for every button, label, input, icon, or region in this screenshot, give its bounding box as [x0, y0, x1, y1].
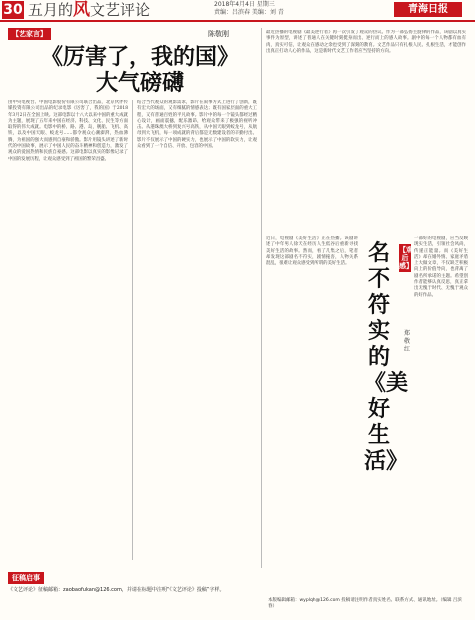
call-for-papers-text: 《文艺评论》征稿邮箱：zaobaofukan@126.com，并请在标题中注明“《文艺评论》投稿”字样。: [8, 587, 225, 593]
column-divider: [132, 100, 133, 560]
article1-tag: 【艺家言】: [8, 28, 51, 40]
article1-title: [20, 44, 260, 96]
editor-note: 本版编辑邮箱：wyplqh@126.com 投稿请注明作者真实姓名、联系方式、通讯地址。（编辑 吕滨春）: [268, 598, 462, 609]
section-emph: 风: [73, 0, 91, 20]
column-divider: [261, 28, 262, 568]
article2-author: 郑敬红: [404, 330, 411, 353]
issue-dates: [214, 1, 284, 17]
article1-author: 陈敬刚: [208, 30, 229, 38]
date-line-1: 2018年4月4日 星期三: [214, 1, 275, 8]
newspaper-logo: 青海日报: [394, 2, 462, 17]
page-number: 30: [3, 2, 23, 18]
date-line-2: 责编：吕滨春 美编：刘 青: [214, 9, 284, 16]
article2-column-1: 近日，电视剧《美好生活》正在热播。该剧讲述了中年男人徐天在经历人生低谷后重新寻找美好生活的故事。然而，看了几集之后，笔者却发现这部剧名不符实，剧情拖沓，人物关系混乱，很难让观众感受到所谓的美好生活。: [266, 236, 358, 267]
page-header: [0, 0, 475, 22]
section-title: [28, 1, 150, 19]
article1-title-line2: 大气磅礴: [95, 70, 184, 96]
article1-column-3: 最近热播的电视剧《最美逆行者》再一次引发了观众的热议。作为一部弘扬主旋律的作品，该剧以真实事件为原型，讲述了普通人在关键时刻挺身而出、逆行而上的感人故事。剧中的每一个人物都有血有肉，真实可信，让观众在感动之余也受到了深刻的教育。文艺作品只有扎根人民、扎根生活，才能创作出真正打动人心的作品，这是新时代文艺工作者应当坚持的方向。: [266, 30, 466, 54]
article2-tag: 【观后感】: [399, 246, 413, 270]
article2-column-2: 一部好的电视剧，应当反映现实生活，引领社会风尚，传递正能量。而《美好生活》却在婚外情、家庭矛盾上大做文章，不仅缺乏积极向上的价值导向，也背离了剧名所承诺的主题。希望创作者能够认真反思，真正拿出无愧于时代、无愧于观众的好作品。: [414, 236, 468, 298]
article2-title: 名不符实的《美好生活》: [364, 240, 409, 474]
call-for-papers-label: 征稿启事: [8, 572, 44, 584]
section-tail: 文艺评论: [90, 1, 151, 19]
article1-column-2: 结合当代观众的观影需求，影片在叙事方式上进行了创新，既有宏大的场面，又有细腻的情感表达；既有国家层面的重大工程，又有普通百姓的平凡故事。影片中的每一个镜头都经过精心设计，画面震撼，配乐激昂，给观众带来了极强的视听冲击。从港珠澳大桥到复兴号高铁，从中国天眼到蛟龙号，从航母到大飞机，每一项成就的背后都是无数建设者的辛勤付出。影片不仅展示了中国的硬实力，也展示了中国的软实力，让观众看到了一个自信、开放、包容的中国。: [137, 100, 257, 150]
article1-column-1: 由中央电视台、中国电影股份有限公司联合出品，北京伙伴传媒投资有限公司出品的纪录电影《厉害了，我的国》于2018年3月2日在全国上映。这部电影以十八大以来中国的重大成就为主题，展现了五年来中国在经济、科技、文化、民生等方面取得的伟大成就。电影中的桥、路、港、岛，舰船、飞机、高铁，以及中国天眼、蛟龙号……都令观众心潮澎湃，热血沸腾，为祖国的强大而感到自豪和骄傲。影片用镜头讲述了新时代的中国故事，展示了中国人民的奋斗精神和创造力，激发了观众的爱国热情和民族自豪感。这部电影以真实的影像记录了中国的发展历程，让观众感受到了祖国的繁荣昌盛。: [8, 100, 128, 162]
section-name: 五月的: [28, 1, 74, 19]
article1-title-line1: 《厉害了，我的国》: [40, 44, 239, 70]
